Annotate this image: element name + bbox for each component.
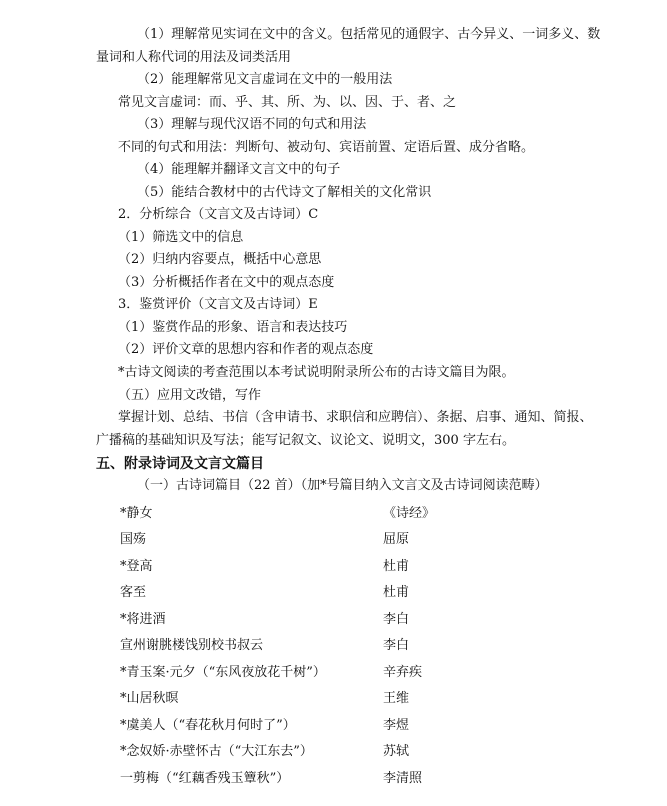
subsection-heading: （一）古诗词篇目（22 首）（加*号篇目纳入文言文及古诗词阅读范畴） (137, 478, 548, 493)
poem-author: 王维 (383, 691, 410, 706)
section-heading: 五、附录诗词及文言文篇目 (96, 456, 264, 472)
paragraph: 常见文言虚词：而、乎、其、所、为、以、因、于、者、之 (118, 95, 457, 110)
paragraph: 掌握计划、总结、书信（含申请书、求职信和应聘信）、条据、启事、通知、简报、 (118, 410, 593, 425)
poem-author: 李白 (383, 612, 410, 627)
poem-author: 李白 (383, 638, 410, 653)
paragraph: （2）评价文章的思想内容和作者的观点态度 (118, 342, 374, 357)
paragraph: （1）筛选文中的信息 (118, 230, 244, 245)
poem-title: *将进酒 (120, 612, 166, 627)
paragraph: （3）理解与现代汉语不同的句式和用法 (137, 117, 367, 132)
paragraph: 3．鉴赏评价（文言文及古诗词）E (118, 297, 318, 312)
poem-title: 国殇 (120, 532, 147, 547)
poem-author: 杜甫 (383, 585, 410, 600)
paragraph: （2）归纳内容要点，概括中心意思 (118, 252, 322, 267)
poem-author: 杜甫 (383, 559, 410, 574)
poem-author: 李煜 (383, 718, 410, 733)
paragraph: （1）鉴赏作品的形象、语言和表达技巧 (118, 320, 348, 335)
poem-title: 客至 (120, 585, 147, 600)
poem-title: *静女 (120, 506, 153, 521)
paragraph: 2．分析综合（文言文及古诗词）C (118, 207, 319, 222)
poem-title: *念奴娇·赤壁怀古（“大江东去”） (120, 744, 313, 759)
paragraph: 广播稿的基础知识及写法；能写记叙文、议论文、说明文，300 字左右。 (96, 433, 515, 448)
poem-author: 苏轼 (383, 744, 410, 759)
poem-title: 宣州谢朓楼饯别校书叔云 (120, 638, 264, 653)
paragraph: *古诗文阅读的考查范围以本考试说明附录所公布的古诗文篇目为限。 (118, 365, 515, 380)
poem-author: 《诗经》 (383, 506, 436, 521)
paragraph: （2）能理解常见文言虚词在文中的一般用法 (137, 72, 393, 87)
poem-author: 李清照 (383, 771, 423, 786)
poem-title: *山居秋暝 (120, 691, 179, 706)
poem-title: *虞美人（“春花秋月何时了”） (120, 718, 296, 733)
paragraph: 不同的句式和用法：判断句、被动句、宾语前置、定语后置、成分省略。 (118, 140, 535, 155)
paragraph: （1）理解常见实词在文中的含义。包括常见的通假字、古今异义、一词多义、数 (137, 27, 601, 42)
poem-author: 屈原 (383, 532, 410, 547)
poem-title: 一剪梅（“红藕香残玉簟秋”） (120, 771, 290, 786)
paragraph: （3）分析概括作者在文中的观点态度 (118, 275, 335, 290)
paragraph: （五）应用文改错，写作 (118, 388, 262, 403)
paragraph: 量词和人称代词的用法及词类活用 (96, 50, 292, 65)
paragraph: （4）能理解并翻译文言文中的句子 (137, 162, 341, 177)
poem-title: *青玉案·元夕（“东风夜放花千树”） (120, 665, 326, 680)
paragraph: （5）能结合教材中的古代诗文了解相关的文化常识 (137, 185, 432, 200)
poem-title: *登高 (120, 559, 153, 574)
poem-author: 辛弃疾 (383, 665, 423, 680)
